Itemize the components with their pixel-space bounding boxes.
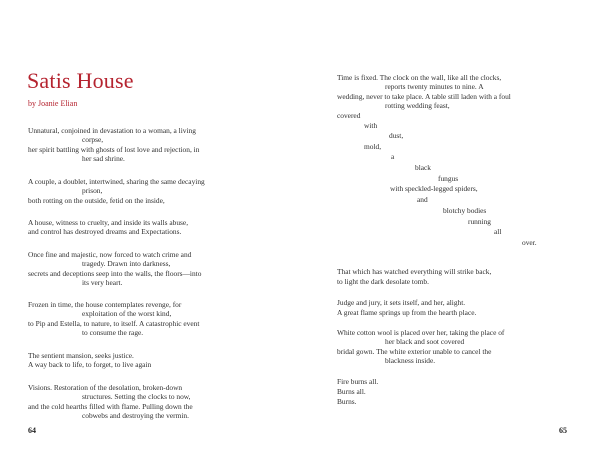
- poem-line: both rotting on the outside, fetid on the inside,: [28, 196, 165, 205]
- poem-line: prison,: [82, 186, 103, 195]
- poem-line: and: [417, 195, 428, 204]
- poem-line: black: [415, 163, 432, 172]
- poem-line: blackness inside.: [385, 356, 436, 365]
- poem-line: A couple, a doublet, intertwined, sharing the same decaying: [28, 177, 205, 186]
- poem-line: her sad shrine.: [82, 154, 125, 163]
- poem-line: mold,: [364, 142, 382, 151]
- poem-line: Fire burns all.: [337, 377, 379, 386]
- poem-line: A house, witness to cruelty, and inside its walls abuse,: [28, 218, 189, 227]
- poem-line: a: [391, 152, 395, 161]
- poem-line: blotchy bodies: [443, 206, 487, 215]
- poem-line: White cotton wool is placed over her, taking the place of: [337, 328, 505, 337]
- poem-line: covered: [337, 111, 361, 120]
- poem-line: to light the dark desolate tomb.: [337, 277, 429, 286]
- poem-line: its very heart.: [82, 278, 123, 287]
- poem-line: with: [364, 121, 378, 130]
- poem-line: Visions. Restoration of the desolation, broken-down: [28, 383, 183, 392]
- poem-line: and the cold hearths filled with flame. Pulling down the: [28, 402, 193, 411]
- poem-line: Burns all.: [337, 387, 366, 396]
- poem-line: over.: [522, 238, 537, 247]
- poem-line: Unnatural, conjoined in devastation to a woman, a living: [28, 126, 196, 135]
- poem-line: Judge and jury, it sets itself, and her, alight.: [337, 298, 466, 307]
- poem-line: fungus: [438, 174, 459, 183]
- poem-line: with speckled-legged spiders,: [390, 184, 478, 193]
- poem-line: her black and soot covered: [385, 337, 465, 346]
- poem-line: rotting wedding feast,: [385, 101, 450, 110]
- poem-line: A way back to life, to forget, to live again: [28, 360, 152, 369]
- right-page: [300, 0, 600, 463]
- poem-byline: by Joanie Elian: [28, 99, 78, 108]
- poem-line: all: [494, 227, 502, 236]
- poem-line: Once fine and majestic, now forced to watch crime and: [28, 250, 192, 259]
- poem-line: structures. Setting the clocks to now,: [82, 392, 191, 401]
- poem-line: Burns.: [337, 397, 357, 406]
- poem-line: That which has watched everything will strike back,: [337, 267, 492, 276]
- poem-line: cobwebs and destroying the vermin.: [82, 411, 189, 420]
- poem-line: to Pip and Estella, to nature, to itself. A catastrophic event: [28, 319, 200, 328]
- poem-line: A great flame springs up from the hearth place.: [337, 308, 477, 317]
- poem-line: bridal gown. The white exterior unable to cancel the: [337, 347, 492, 356]
- poem-line: dust,: [389, 131, 404, 140]
- poem-line: her spirit battling with ghosts of lost love and rejection, in: [28, 145, 200, 154]
- poem-line: reports twenty minutes to nine. A: [385, 82, 484, 91]
- poem-title: Satis House: [27, 68, 134, 93]
- poem-line: exploitation of the worst kind,: [82, 309, 172, 318]
- poem-line: corpse,: [82, 135, 104, 144]
- poem-line: The sentient mansion, seeks justice.: [28, 351, 134, 360]
- poem-line: running: [468, 217, 491, 226]
- poem-line: tragedy. Drawn into darkness,: [82, 259, 171, 268]
- poem-line: and control has destroyed dreams and Expectations.: [28, 227, 182, 236]
- poem-line: secrets and deceptions seep into the walls, the floors—into: [28, 269, 202, 278]
- poem-line: Time is fixed. The clock on the wall, like all the clocks,: [337, 73, 502, 82]
- poem-line: wedding, never to take place. A table still laden with a foul: [337, 92, 511, 101]
- page-number: 64: [28, 426, 36, 435]
- poem-line: to consume the rage.: [82, 328, 144, 337]
- page-number: 65: [559, 426, 567, 435]
- poem-line: Frozen in time, the house contemplates revenge, for: [28, 300, 182, 309]
